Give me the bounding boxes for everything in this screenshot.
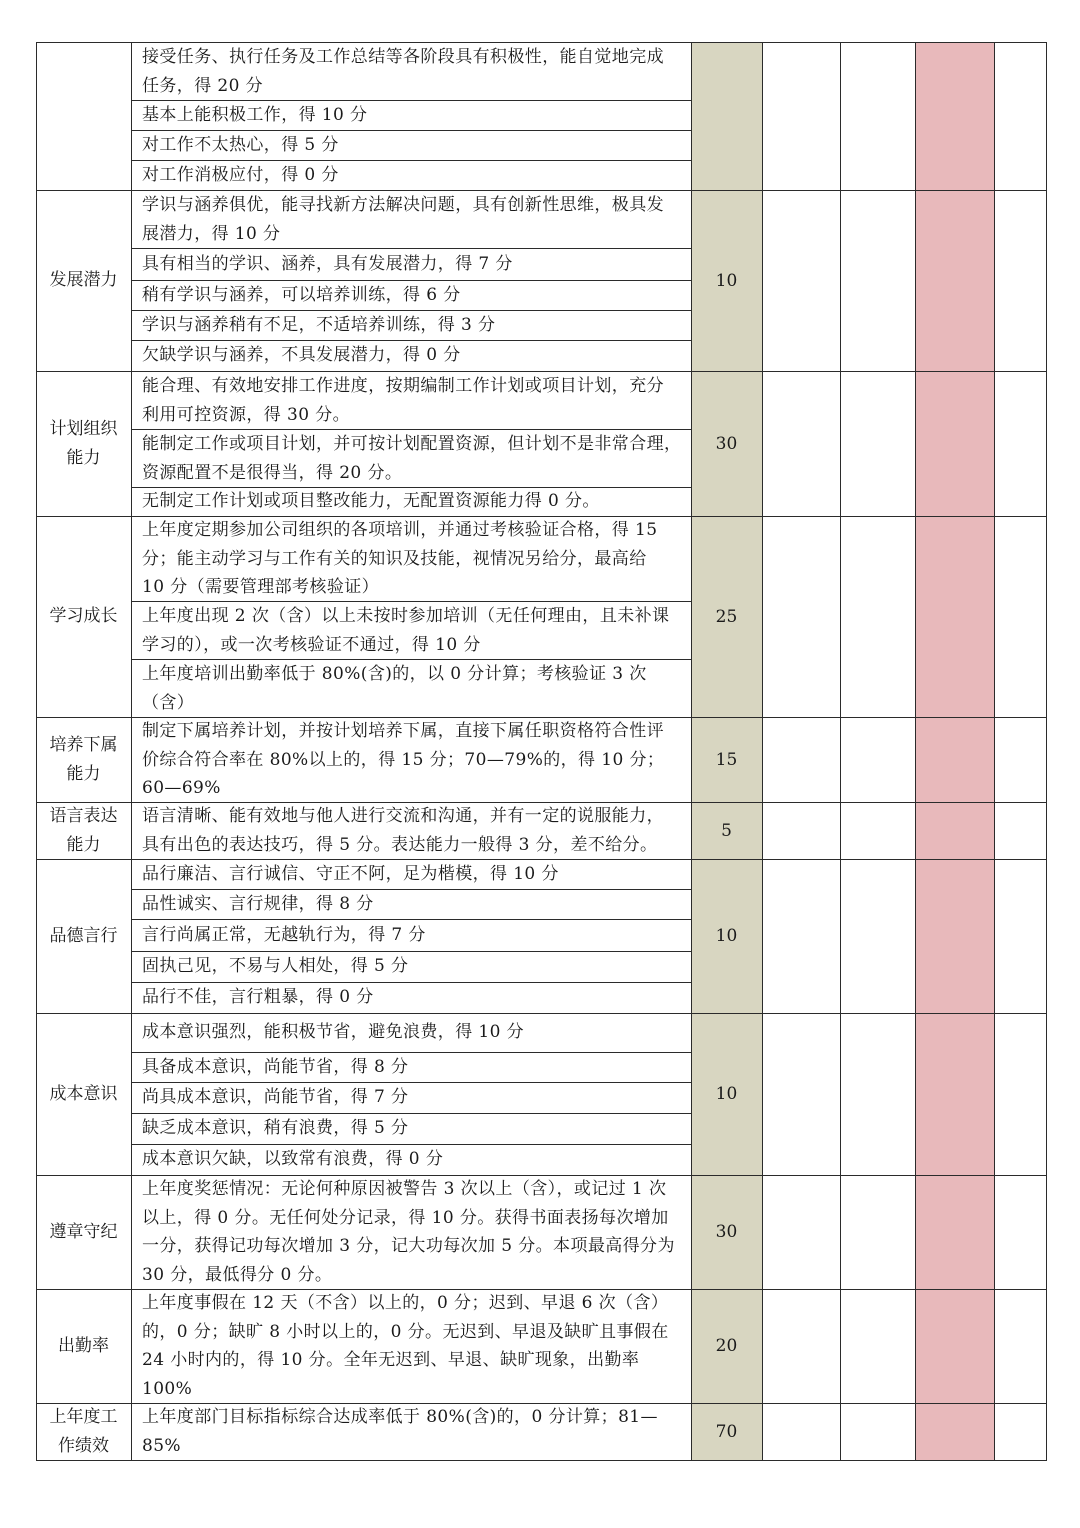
- criterion-cell: 稍有学识与涵养，可以培养训练，得 6 分: [142, 285, 461, 305]
- row-border: [36, 717, 1047, 718]
- criterion-cell: 语言清晰、能有效地与他人进行交流和沟通，并有一定的说服能力， 具有出色的表达技巧，得 5 分。表达能力一般得 3 分，差不给分。: [142, 806, 664, 855]
- empty-score-cell[interactable]: [762, 717, 840, 802]
- empty-score-cell[interactable]: [762, 1289, 840, 1403]
- empty-score-cell[interactable]: [762, 1013, 840, 1175]
- criterion-border: [131, 429, 691, 430]
- row-border: [36, 802, 1047, 803]
- score-cell: 10: [715, 1084, 738, 1104]
- empty-score-cell[interactable]: [994, 190, 1046, 371]
- empty-score-cell[interactable]: [840, 190, 915, 371]
- column-border: [915, 42, 916, 1460]
- empty-score-cell[interactable]: [915, 859, 994, 1013]
- empty-score-cell[interactable]: [762, 802, 840, 859]
- score-cell: 25: [715, 606, 738, 627]
- criterion-cell: 学识与涵养俱优，能寻找新方法解决问题，具有创新性思维，极具发 展潜力，得 10 分: [142, 195, 664, 244]
- criterion-cell: 上年度事假在 12 天（不含）以上的，0 分；迟到、早退 6 次（含） 的，0 分；缺旷 8 小时以上的，0 分。无迟到、早退及缺旷且事假在 24 小时内的，得 10 分。全年无迟到、早退、缺旷现象，出勤率 100%: [142, 1293, 669, 1399]
- empty-score-cell[interactable]: [915, 802, 994, 859]
- criterion-cell: 无制定工作计划或项目整改能力，无配置资源能力得 0 分。: [142, 491, 600, 511]
- criterion-cell: 上年度奖惩情况：无论何种原因被警告 3 次以上（含），或记过 1 次 以上，得 0 分。无任何处分记录，得 10 分。获得书面表扬每次增加 一分，获得记功每次增加 3 分，记大功每次加 5 分。本项最高得分为 30 分，最低得分 0 分。: [142, 1179, 675, 1285]
- criterion-border: [131, 280, 691, 281]
- score-cell: 30: [715, 433, 738, 454]
- criterion-cell: 学识与涵养稍有不足，不适培养训练，得 3 分: [142, 315, 496, 335]
- empty-score-cell[interactable]: [840, 1289, 915, 1403]
- empty-score-cell[interactable]: [994, 802, 1046, 859]
- criterion-cell: 上年度培训出勤率低于 80%(含)的，以 0 分计算；考核验证 3 次（含）: [142, 664, 647, 713]
- category-cell: 成本意识: [49, 1083, 118, 1104]
- empty-score-cell[interactable]: [994, 42, 1046, 190]
- empty-score-cell[interactable]: [915, 717, 994, 802]
- criterion-border: [131, 1144, 691, 1145]
- empty-score-cell[interactable]: [994, 371, 1046, 516]
- row-border: [36, 1403, 1047, 1404]
- category-cell: 出勤率: [58, 1335, 109, 1356]
- empty-score-cell[interactable]: [840, 1013, 915, 1175]
- column-border: [840, 42, 841, 1460]
- empty-score-cell[interactable]: [762, 190, 840, 371]
- row-border: [36, 1460, 1047, 1461]
- criterion-cell: 尚具成本意识，尚能节省，得 7 分: [142, 1087, 409, 1107]
- criterion-border: [131, 951, 691, 952]
- criterion-cell: 成本意识欠缺，以致常有浪费，得 0 分: [142, 1149, 444, 1169]
- criterion-cell: 接受任务、执行任务及工作总结等各阶段具有积极性，能自觉地完成 任务，得 20 分: [142, 47, 664, 96]
- criterion-cell: 言行尚属正常，无越轨行为，得 7 分: [142, 925, 426, 945]
- criterion-cell: 上年度部门目标指标综合达成率低于 80%(含)的，0 分计算；81—85%: [142, 1407, 658, 1456]
- empty-score-cell[interactable]: [762, 371, 840, 516]
- empty-score-cell[interactable]: [840, 717, 915, 802]
- row-border: [36, 516, 1047, 517]
- criterion-cell: 能制定工作或项目计划，并可按计划配置资源，但计划不是非常合理， 资源配置不是很得当，得 20 分。: [142, 434, 682, 483]
- empty-score-cell[interactable]: [915, 1289, 994, 1403]
- column-border: [994, 42, 995, 1460]
- criterion-cell: 成本意识强烈，能积极节省，避免浪费，得 10 分: [142, 1022, 525, 1042]
- score-cell: 10: [715, 270, 738, 291]
- empty-score-cell[interactable]: [762, 1403, 840, 1460]
- row-border: [36, 371, 1047, 372]
- criterion-cell: 基本上能积极工作，得 10 分: [142, 105, 368, 125]
- category-cell: 语言表达 能力: [49, 806, 118, 855]
- criterion-cell: 上年度出现 2 次（含）以上未按时参加培训（无任何理由，且未补课 学习的），或一次考核验证不通过，得 10 分: [142, 606, 670, 655]
- criterion-cell: 具备成本意识，尚能节省，得 8 分: [142, 1057, 409, 1077]
- row-border: [36, 42, 1047, 43]
- column-border: [762, 42, 763, 1460]
- empty-score-cell[interactable]: [840, 1403, 915, 1460]
- empty-score-cell[interactable]: [915, 516, 994, 717]
- score-cell: [691, 42, 762, 190]
- criterion-cell: 缺乏成本意识，稍有浪费，得 5 分: [142, 1118, 409, 1138]
- criterion-border: [131, 340, 691, 341]
- category-cell: 培养下属 能力: [49, 735, 118, 784]
- column-border: [131, 42, 132, 1460]
- category-cell: 发展潜力: [49, 270, 118, 291]
- category-cell: 上年度工 作绩效: [49, 1407, 118, 1456]
- column-border: [36, 42, 37, 1460]
- score-cell: 10: [715, 926, 738, 946]
- criterion-border: [131, 659, 691, 660]
- criterion-border: [131, 1113, 691, 1114]
- row-border: [36, 190, 1047, 191]
- empty-score-cell[interactable]: [915, 371, 994, 516]
- criterion-cell: 欠缺学识与涵养，不具发展潜力，得 0 分: [142, 345, 461, 365]
- criterion-cell: 品性诚实、言行规律，得 8 分: [142, 894, 374, 914]
- criterion-border: [131, 601, 691, 602]
- score-cell: 20: [715, 1336, 738, 1356]
- score-cell: 15: [715, 749, 738, 770]
- row-border: [36, 1175, 1047, 1176]
- empty-score-cell[interactable]: [994, 1289, 1046, 1403]
- empty-score-cell[interactable]: [994, 1013, 1046, 1175]
- criterion-border: [131, 1052, 691, 1053]
- empty-score-cell[interactable]: [762, 1175, 840, 1289]
- criterion-cell: 对工作消极应付，得 0 分: [142, 165, 339, 185]
- category-cell: [36, 42, 131, 190]
- empty-score-cell[interactable]: [762, 859, 840, 1013]
- row-border: [36, 1289, 1047, 1290]
- score-cell: 30: [715, 1222, 738, 1242]
- empty-score-cell[interactable]: [840, 516, 915, 717]
- empty-score-cell[interactable]: [994, 516, 1046, 717]
- criterion-border: [131, 982, 691, 983]
- criterion-cell: 具有相当的学识、涵养，具有发展潜力，得 7 分: [142, 254, 513, 274]
- empty-score-cell[interactable]: [762, 516, 840, 717]
- score-cell: 70: [715, 1421, 738, 1442]
- criterion-border: [131, 889, 691, 890]
- empty-score-cell[interactable]: [994, 1175, 1046, 1289]
- empty-score-cell[interactable]: [840, 42, 915, 190]
- criterion-cell: 固执己见，不易与人相处，得 5 分: [142, 956, 409, 976]
- criterion-border: [131, 919, 691, 920]
- empty-score-cell[interactable]: [915, 1013, 994, 1175]
- category-cell: 遵章守纪: [49, 1221, 118, 1242]
- empty-score-cell[interactable]: [840, 802, 915, 859]
- row-border: [36, 859, 1047, 860]
- criterion-border: [131, 248, 691, 249]
- empty-score-cell[interactable]: [840, 371, 915, 516]
- criterion-border: [131, 160, 691, 161]
- empty-score-cell[interactable]: [994, 859, 1046, 1013]
- empty-score-cell[interactable]: [915, 190, 994, 371]
- column-border: [691, 42, 692, 1460]
- category-cell: 计划组织 能力: [49, 419, 118, 468]
- criterion-border: [131, 130, 691, 131]
- criterion-border: [131, 487, 691, 488]
- empty-score-cell[interactable]: [994, 717, 1046, 802]
- criterion-cell: 品行不佳，言行粗暴，得 0 分: [142, 987, 374, 1007]
- column-border: [1046, 42, 1047, 1460]
- row-border: [36, 1013, 1047, 1014]
- criterion-cell: 能合理、有效地安排工作进度，按期编制工作计划或项目计划，充分 利用可控资源，得 30 分。: [142, 376, 664, 425]
- criterion-border: [131, 100, 691, 101]
- category-cell: 学习成长: [49, 606, 118, 627]
- empty-score-cell[interactable]: [994, 1403, 1046, 1460]
- empty-score-cell[interactable]: [762, 42, 840, 190]
- empty-score-cell[interactable]: [840, 859, 915, 1013]
- empty-score-cell[interactable]: [915, 1175, 994, 1289]
- criterion-cell: 对工作不太热心，得 5 分: [142, 135, 339, 155]
- criterion-cell: 品行廉洁、言行诚信、守正不阿，足为楷模，得 10 分: [142, 864, 559, 884]
- empty-score-cell[interactable]: [915, 42, 994, 190]
- score-cell: 5: [721, 820, 732, 841]
- criterion-border: [131, 1082, 691, 1083]
- empty-score-cell[interactable]: [840, 1175, 915, 1289]
- criterion-border: [131, 310, 691, 311]
- criterion-cell: 制定下属培养计划，并按计划培养下属，直接下属任职资格符合性评 价综合符合率在 80%以上的，得 15 分；70—79%的，得 10 分；60—69%: [142, 721, 665, 798]
- category-cell: 品德言行: [49, 925, 118, 946]
- empty-score-cell[interactable]: [915, 1403, 994, 1460]
- criterion-cell: 上年度定期参加公司组织的各项培训，并通过考核验证合格，得 15 分；能主动学习与工作有关的知识及技能，视情况另给分，最高给 10 分（需要管理部考核验证）: [142, 520, 658, 597]
